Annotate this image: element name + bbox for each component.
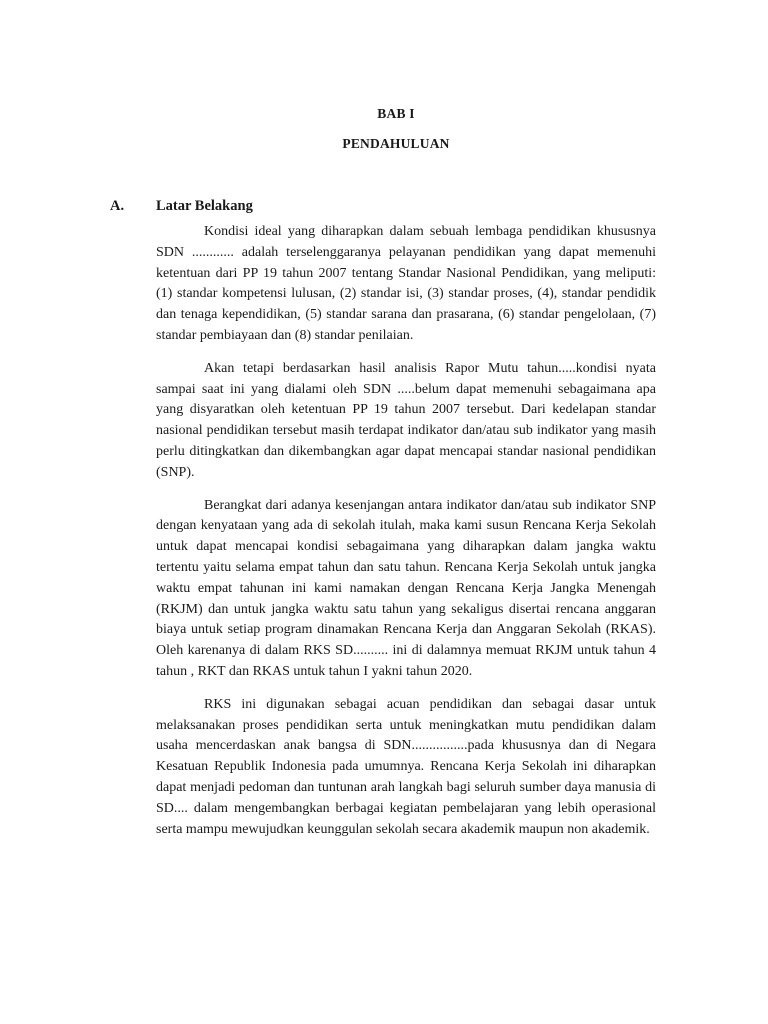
paragraph-4: RKS ini digunakan sebagai acuan pendidikan dan sebagai dasar untuk melaksanakan proses pendidikan serta untuk meningkatkan mutu pendidikan dalam usaha mencerdaskan anak bangsa di SDN................pada khususnya dan di Negara Kesatuan Republik Indonesia pada umumnya. Rencana Kerja Sekolah ini diharapkan dapat menjadi pedoman dan tuntunan arah langkah bagi seluruh sumber daya manusia di SD.... dalam mengembangkan berbagai kegiatan pembelajaran yang lebih operasional serta mampu mewujudkan keunggulan sekolah secara akademik maupun non akademik. [156, 696, 656, 837]
section-title: Latar Belakang [156, 198, 253, 214]
paragraph-2: Akan tetapi berdasarkan hasil analisis Rapor Mutu tahun.....kondisi nyata sampai saat ini yang dialami oleh SDN .....belum dapat memenuhi sebagaimana apa yang disyaratkan oleh ketentuan PP 19 tahun 2007 tersebut. Dari kedelapan standar nasional pendidikan tersebut masih terdapat indikator dan/atau sub indikator yang masih perlu ditingkatkan dan dikembangkan agar dapat mencapai standar nasional pendidikan (SNP). [156, 360, 656, 480]
body-text [156, 222, 656, 852]
section-letter: A. [110, 198, 125, 214]
chapter-heading: PENDAHULUAN [342, 136, 450, 151]
chapter-number: BAB I [377, 106, 415, 121]
paragraph-3: Berangkat dari adanya kesenjangan antara indikator dan/atau sub indikator SNP dengan kenyataan yang ada di sekolah itulah, maka kami susun Rencana Kerja Sekolah untuk dapat mencapai kondisi sebagaimana yang diharapkan dalam jangka waktu tertentu yaitu selama empat tahun dan satu tahun. Rencana Kerja Sekolah untuk jangka waktu empat tahunan ini kami namakan dengan Rencana Kerja Jangka Menengah (RKJM) dan untuk jangka waktu satu tahun yang sekaligus disertai rencana anggaran biaya untuk setiap program dinamakan Rencana Kerja dan Anggaran Sekolah (RKAS). Oleh karenanya di dalam RKS SD.......... ini di dalamnya memuat RKJM untuk tahun 4 tahun , RKT dan RKAS untuk tahun I yakni tahun 2020. [156, 497, 656, 679]
paragraph-1: Kondisi ideal yang diharapkan dalam sebuah lembaga pendidikan khususnya SDN ............ adalah terselenggaranya pelayanan pendidikan yang dapat memenuhi ketentuan dari PP 19 tahun 2007 tentang Standar Nasional Pendidikan, yang meliputi: (1) standar kompetensi lulusan, (2) standar isi, (3) standar proses, (4), standar pendidik dan tenaga kependidikan, (5) standar sarana dan prasarana, (6) standar pengelolaan, (7) standar pembiayaan dan (8) standar penilaian. [156, 224, 656, 343]
